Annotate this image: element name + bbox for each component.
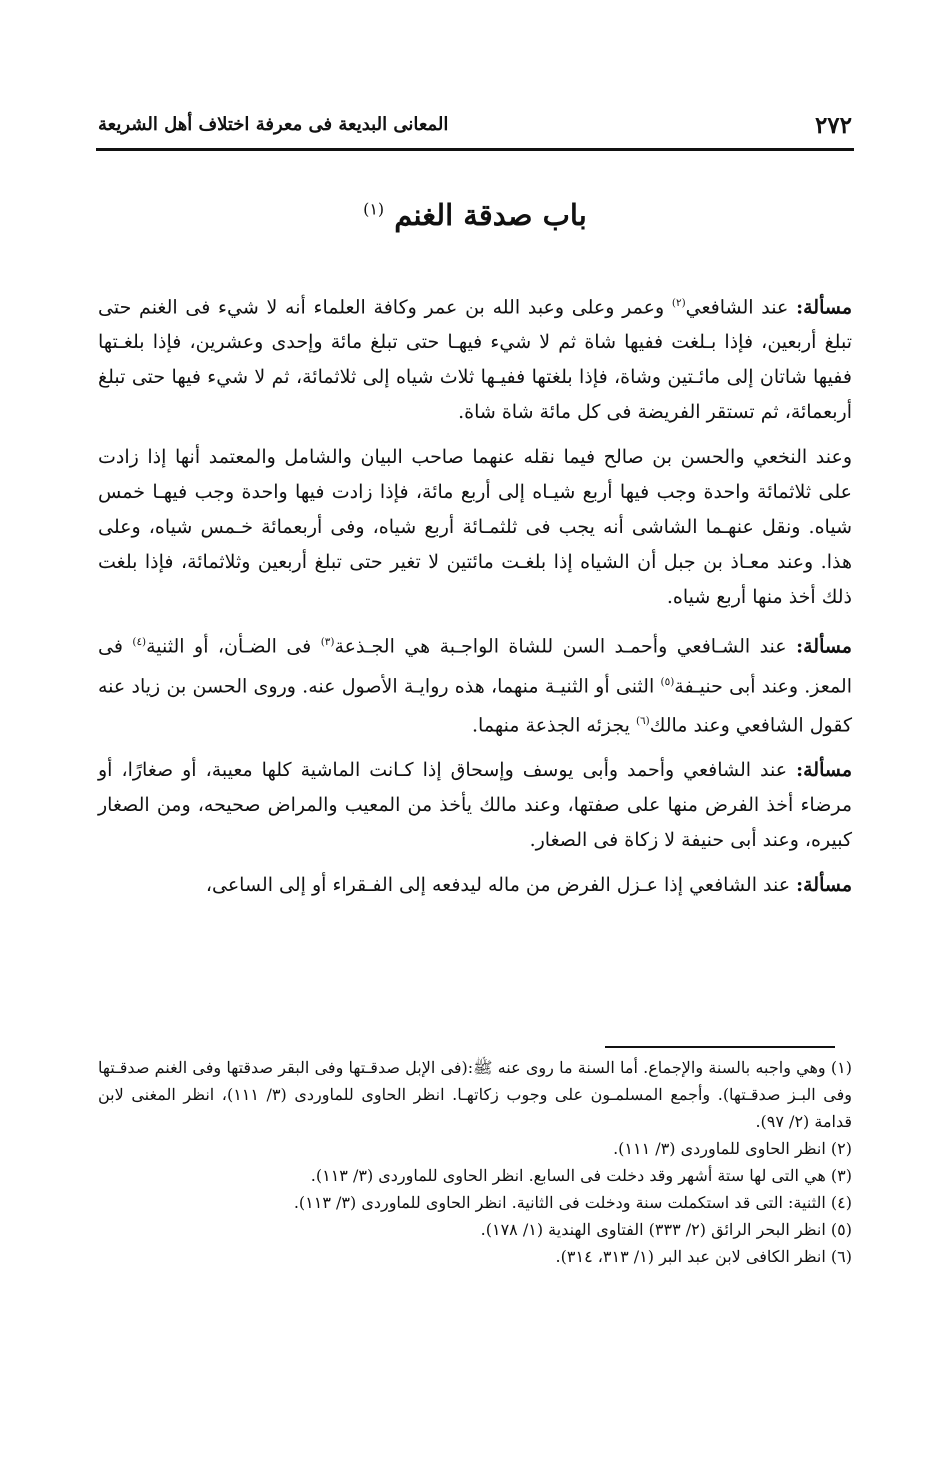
page-number: ٢٧٢ [814,112,852,139]
paragraph [98,753,852,858]
footnote-ref: (٤) [132,636,147,649]
running-title: المعانى البديعة فى معرفة اختلاف أهل الشريعة [98,114,449,135]
footnote-ref: (٦) [635,714,650,727]
paragraph [98,625,852,743]
footnote-number: (٢) [830,1139,852,1158]
footnote-number: (٦) [830,1247,852,1266]
header-rule [96,148,854,151]
footnote-text: انظر الكافى لابن عبد البر (١/ ٣١٣، ٣١٤). [555,1247,826,1266]
paragraph-text: يجزئه الجذعة منهما. [472,714,636,737]
paragraph [98,868,852,903]
footnote-number: (٥) [830,1220,852,1239]
footnote [98,1162,852,1189]
paragraph-text: عند الشافعي وأحمد وأبى يوسف وإسحاق إذا كـانت الماشية كلها معيبة، أو صغارًا، أو مرضاء أخذ الفرض منها على صفتها، وعند مالك يأخذ من المعيب والمراض صحيحه، ومن الصغار كبيره، وعند أبى حنيفة لا زكاة فى الصغار. [98,759,852,852]
main-text [98,286,852,913]
paragraph-text: عند الشـافعي وأحمـد السن للشاة الواجـبة هي الجـذعة [334,635,797,658]
footnote [98,1216,852,1243]
footnote-text: وهي واجبه بالسنة والإجماع. أما السنة ما روى عنه ﷺ:(فى الإبل صدقـتها وفى البقر صدقتها وفى الغنم صدقـتها وفى البـز صدقـتها). وأجمع المسلمـون على وجوب زكاتهـا. انظر الحاوى للماوردى (٣/ ١١١)، انظر المغنى لابن قدامة (٢/ ٩٧). [98,1058,852,1131]
footnote [98,1243,852,1270]
footnote-ref: (٣) [320,636,335,649]
footnote-text: هي التى لها ستة أشهر وقد دخلت فى السابع. انظر الحاوى للماوردى (٣/ ١١٣). [310,1166,826,1185]
chapter-title-text: باب صدقة الغنم [394,198,587,232]
paragraph-text: فى الضـأن، أو الثنية [146,635,321,658]
page-header [98,108,852,148]
chapter-note-ref: (١) [363,199,385,219]
footnote-ref: (٥) [660,675,675,688]
paragraph-text: فى المعز. وعند أبى حنيـفة [98,635,852,697]
question-label: مسألة: [796,296,852,319]
footnote-number: (٤) [830,1193,852,1212]
paragraph [98,440,852,615]
question-label: مسألة: [796,759,852,782]
footnote-number: (٣) [830,1166,852,1185]
footnotes [98,1054,852,1270]
paragraph-text: عند الشافعي [685,296,797,319]
chapter-title [0,198,950,232]
footnote-ref: (٢) [671,297,686,309]
footnote [98,1135,852,1162]
footnote-text: انظر البحر الرائق (٢/ ٣٣٣) الفتاوى الهندية (١/ ١٧٨). [480,1220,826,1239]
question-label: مسألة: [796,874,852,897]
footnote-text: انظر الحاوى للماوردى (٣/ ١١١). [613,1139,826,1158]
footnote-separator [605,1046,835,1048]
footnote [98,1189,852,1216]
paragraph-text: وعند النخعي والحسن بن صالح فيما نقله عنهما صاحب البيان والشامل والمعتمد أنها إذا زادت على ثلاثمائة واحدة وجب فيها أربع شيـاه إلى أربع مائة، فإذا زادت فيها واحدة وجب فيهـا خمس شياه. ونقل عنهـما الشاشى أنه يجب فى ثلثمـائة أربع شياه، وفى أربعمائة خـمس شياه، وعلى هذا. وعند معـاذ بن جبل أن الشياه إذا بلغـت مائتين لا تغير حتى تبلغ أربعين وثلاثمائة، فإذا بلغت ذلك أخذ منها أربع شياه. [98,446,852,609]
paragraph [98,286,852,430]
paragraph-text: وعمر وعلى وعبد الله بن عمر وكافة العلماء أنه لا شيء فى الغنم حتى تبلغ أربعين، فإذا بـلغت ففيها شاة ثم لا شيء فيهـا حتى تبلغ مائة وإحدى وعشرين، فإذا بلغـتها ففيها شاتان إلى مائـتين وشاة، فإذا بلغتها ففيـها ثلاث شياه إلى ثلاثمائة، ثم لا شيء فيها حتى تبلغ أربعمائة، ثم تستقر الفريضة فى كل مائة شاة شاة. [98,296,852,424]
footnote-number: (١) [830,1058,853,1077]
question-label: مسألة: [796,635,852,658]
footnote-text: الثنية: التى قد استكملت سنة ودخلت فى الثانية. انظر الحاوى للماوردى (٣/ ١١٣). [293,1193,826,1212]
paragraph-text: الثنى أو الثنيـة منهما، هذه روايـة الأصول عنه. وروى الحسن بن زياد عنه كقول الشافعي وعند مالك [98,674,852,737]
paragraph-text: عند الشافعي إذا عـزل الفرض من ماله ليدفعه إلى الفـقراء أو إلى الساعى، [205,874,797,897]
footnote [98,1054,852,1135]
